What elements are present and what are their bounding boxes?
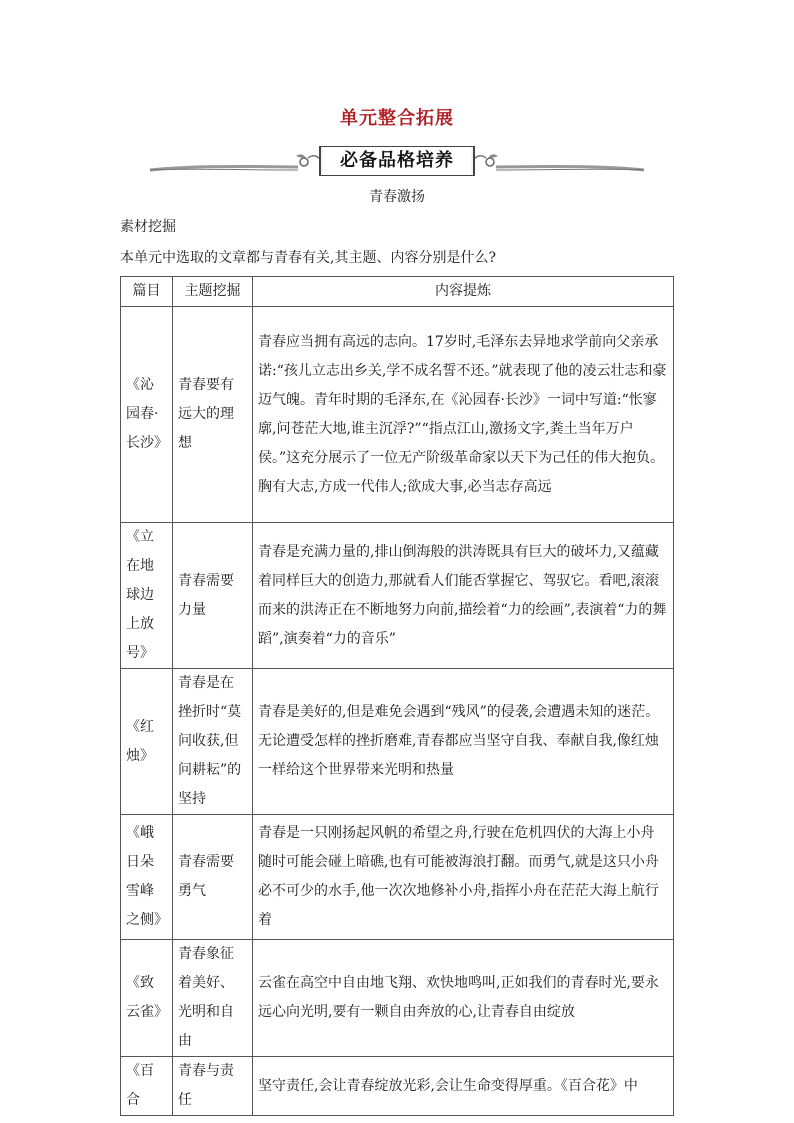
table-header-row <box>121 277 674 307</box>
theme-cell: 青春需要勇气 <box>173 815 253 940</box>
content-cell: 青春是美好的,但是难免会遇到“残风”的侵袭,会遭遇未知的迷茫。无论遭受怎样的挫折磨难,青春都应当坚守自我、奉献自我,像红烛一样给这个世界带来光明和热量 <box>253 669 674 815</box>
banner-title: 必备品格培养 <box>323 147 471 175</box>
theme-cell: 青春与责任 <box>173 1057 253 1116</box>
content-cell: 青春是充满力量的,排山倒海般的洪涛既具有巨大的破坏力,又蕴藏着同样巨大的创造力,那就看人们能否掌握它、驾驭它。看吧,滚滚而来的洪涛正在不断地努力向前,描绘着“力的绘画”,表演着“力的舞蹈”,演奏着“力的音乐” <box>253 523 674 669</box>
header-cell: 内容提炼 <box>253 277 674 307</box>
content-cell: 青春是一只刚扬起风帆的希望之舟,行驶在危机四伏的大海上小舟随时可能会碰上暗礁,也有可能被海浪打翻。而勇气,就是这只小舟必不可少的水手,他一次次地修补小舟,指挥小舟在茫茫大海上航行着 <box>253 815 674 940</box>
title-cell: 《沁园春·长沙》 <box>121 307 173 523</box>
content-cell: 云雀在高空中自由地飞翔、欢快地鸣叫,正如我们的青春时光,要永远心向光明,要有一颗自由奔放的心,让青春自由绽放 <box>253 940 674 1057</box>
page-title: 单元整合拓展 <box>340 108 454 129</box>
section-label: 素材挖掘 <box>120 219 176 235</box>
question-text: 本单元中选取的文章都与青春有关,其主题、内容分别是什么? <box>120 250 496 266</box>
title-cell: 《百合 <box>121 1057 173 1116</box>
table-row <box>121 815 674 940</box>
theme-cell: 青春象征着美好、光明和自由 <box>173 940 253 1057</box>
theme-cell: 青春需要力量 <box>173 523 253 669</box>
title-cell: 《红烛》 <box>121 669 173 815</box>
section-banner <box>148 146 646 176</box>
content-table <box>120 276 674 1116</box>
table-row <box>121 1057 674 1116</box>
table-row <box>121 940 674 1057</box>
title-cell: 《峨日朵雪峰之侧》 <box>121 815 173 940</box>
header-cell: 篇目 <box>121 277 173 307</box>
theme-cell: 青春要有远大的理想 <box>173 307 253 523</box>
subtitle: 青春激扬 <box>369 189 425 205</box>
table-row <box>121 523 674 669</box>
title-cell: 《致云雀》 <box>121 940 173 1057</box>
table-row <box>121 669 674 815</box>
title-cell: 《立在地球边上放号》 <box>121 523 173 669</box>
table-row <box>121 307 674 523</box>
header-cell: 主题挖掘 <box>173 277 253 307</box>
content-cell: 坚守责任,会让青春绽放光彩,会让生命变得厚重。《百合花》中 <box>253 1057 674 1116</box>
theme-cell: 青春是在挫折时“莫问收获,但问耕耘”的坚持 <box>173 669 253 815</box>
content-cell: 青春应当拥有高远的志向。17岁时,毛泽东去异地求学前向父亲承诺:“孩儿立志出乡关,学不成名誓不还。”就表现了他的凌云壮志和豪迈气魄。青年时期的毛泽东,在《沁园春·长沙》一词中写道:“怅寥廓,问苍茫大地,谁主沉浮?”“指点江山,激扬文字,粪土当年万户侯。”这充分展示了一位无产阶级革命家以天下为己任的伟大抱负。胸有大志,方成一代伟人;欲成大事,必当志存高远 <box>253 307 674 523</box>
